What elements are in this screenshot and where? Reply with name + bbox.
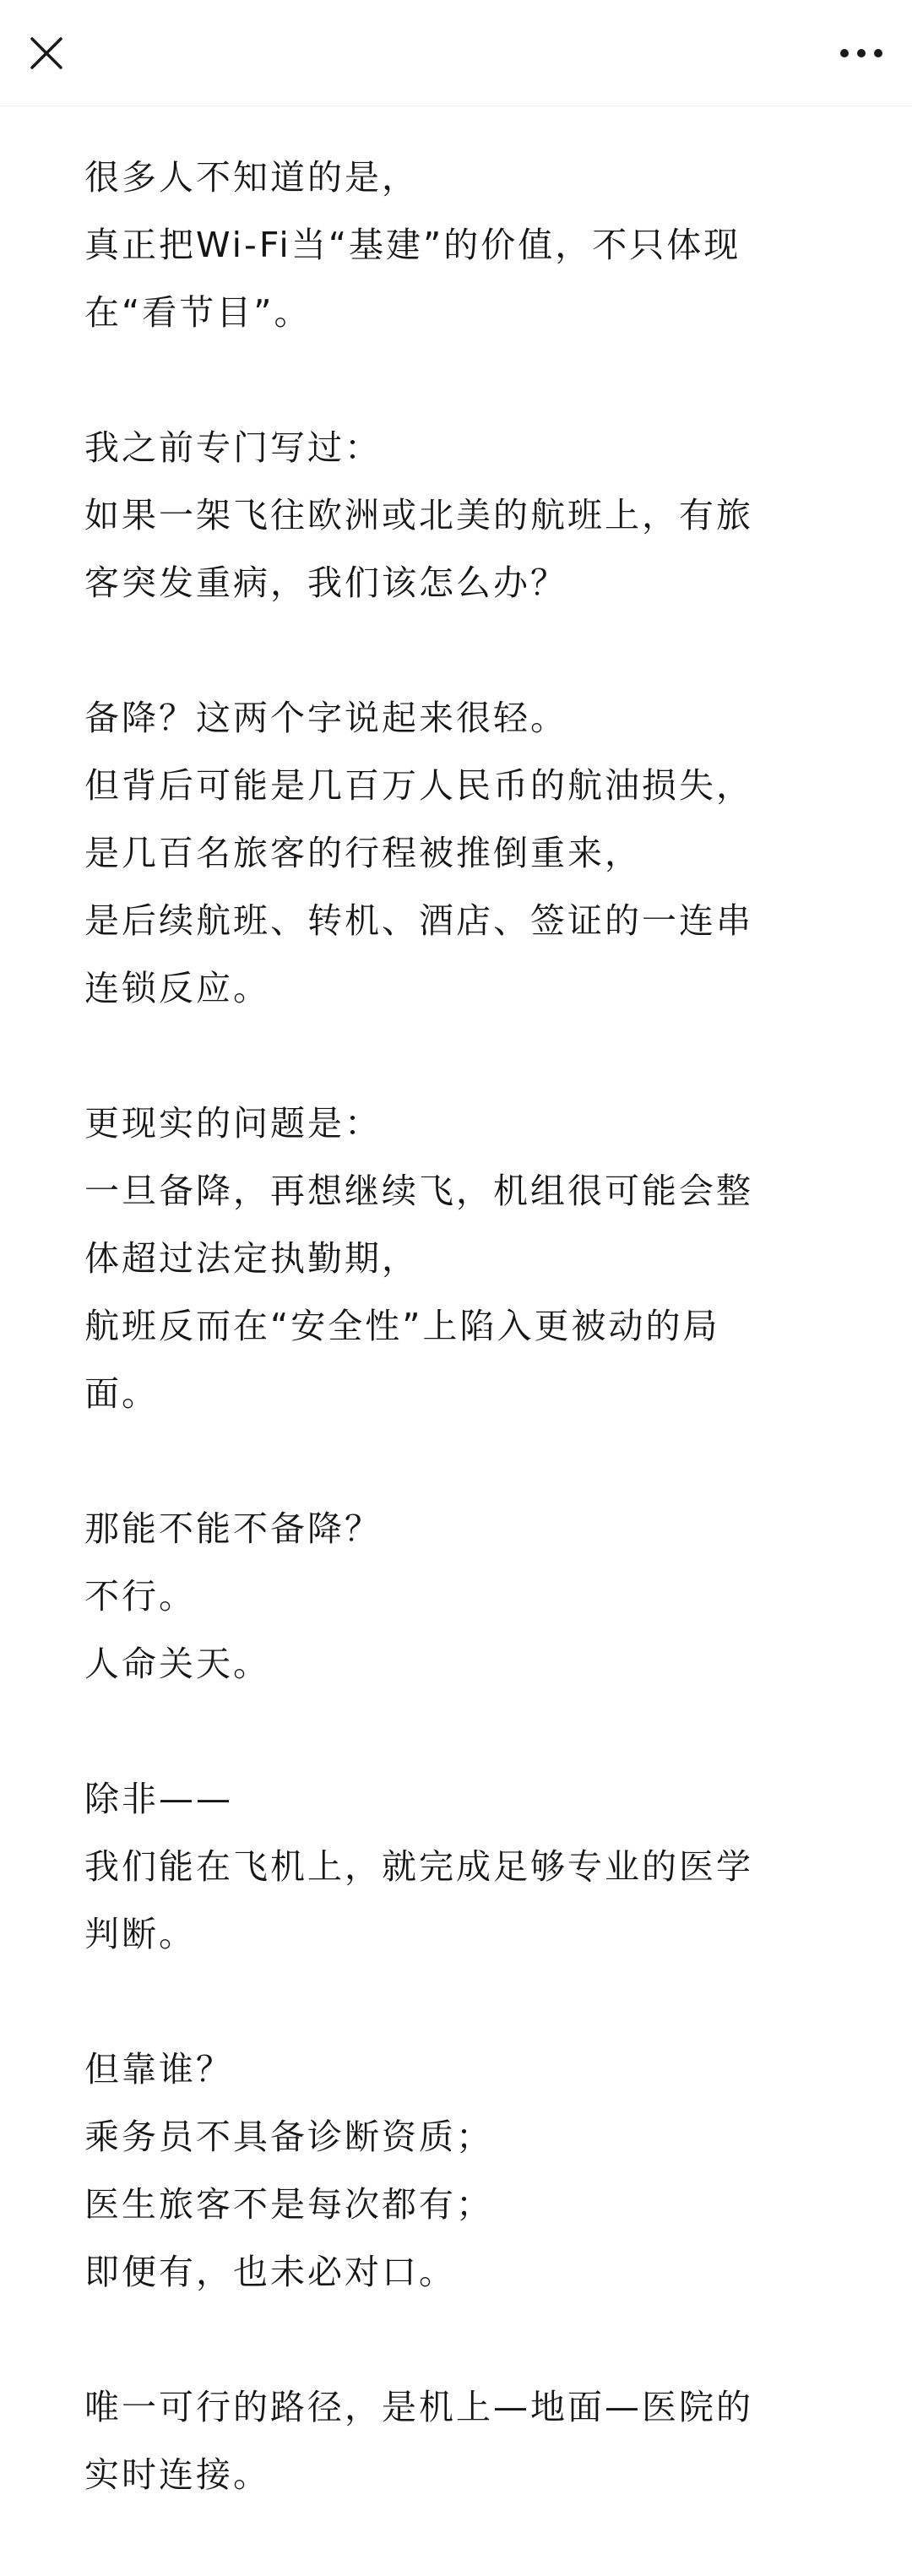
paragraph — [84, 2035, 828, 2306]
text-line: 航班反而在“安全性”上陷入更被动的局 — [84, 1306, 720, 1346]
text-line: 真正把Wi-Fi当“基建”的价值，不只体现 — [84, 225, 741, 265]
text-line: 判断。 — [84, 1914, 196, 1954]
text-line: 即便有，也未必对口。 — [84, 2252, 456, 2292]
text-line: 连锁反应。 — [84, 968, 270, 1008]
more-button[interactable] — [828, 24, 895, 83]
text-line: 是几百名旅客的行程被推倒重来， — [84, 833, 642, 873]
text-line: 面。 — [84, 1373, 159, 1414]
text-line: 医生旅客不是每次都有； — [84, 2184, 493, 2225]
text-line: 那能不能不备降？ — [84, 1508, 382, 1549]
text-line: 很多人不知道的是， — [84, 157, 419, 198]
text-line: 更现实的问题是： — [84, 1103, 382, 1144]
text-line: 但背后可能是几百万人民币的航油损失， — [84, 765, 753, 806]
paragraph — [84, 2373, 828, 2508]
text-line: 客突发重病，我们该怎么办？ — [84, 562, 567, 603]
text-line: 如果一架飞往欧洲或北美的航班上，有旅 — [84, 495, 753, 535]
close-button[interactable] — [17, 24, 76, 83]
text-line: 不行。 — [84, 1576, 196, 1617]
text-line: 备降？这两个字说起来很轻。 — [84, 698, 567, 738]
close-icon — [29, 35, 64, 71]
more-horizontal-icon — [839, 48, 883, 58]
text-line: 人命关天。 — [84, 1644, 270, 1684]
text-line: 唯一可行的路径，是机上—地面—医院的 — [84, 2387, 753, 2427]
text-line: 我们能在飞机上，就完成足够专业的医学 — [84, 1846, 753, 1887]
top-bar — [0, 0, 912, 106]
paragraph — [84, 414, 828, 617]
text-line: 我之前专门写过： — [84, 427, 382, 468]
text-line: 但靠谁？ — [84, 2049, 233, 2090]
text-line: 一旦备降，再想继续飞，机组很可能会整 — [84, 1171, 753, 1211]
text-line: 实时连接。 — [84, 2454, 270, 2495]
text-line: 体超过法定执勤期， — [84, 1238, 419, 1279]
paragraph — [84, 1090, 828, 1427]
paragraph — [84, 684, 828, 1022]
paragraph — [84, 1495, 828, 1698]
text-line: 除非—— — [84, 1779, 233, 1819]
article-body — [0, 144, 912, 2576]
text-line: 在“看节目”。 — [84, 292, 312, 333]
text-line: 乘务员不具备诊断资质； — [84, 2117, 493, 2157]
paragraph — [84, 1765, 828, 1968]
paragraph — [84, 144, 828, 346]
text-line: 是后续航班、转机、酒店、签证的一连串 — [84, 900, 753, 941]
